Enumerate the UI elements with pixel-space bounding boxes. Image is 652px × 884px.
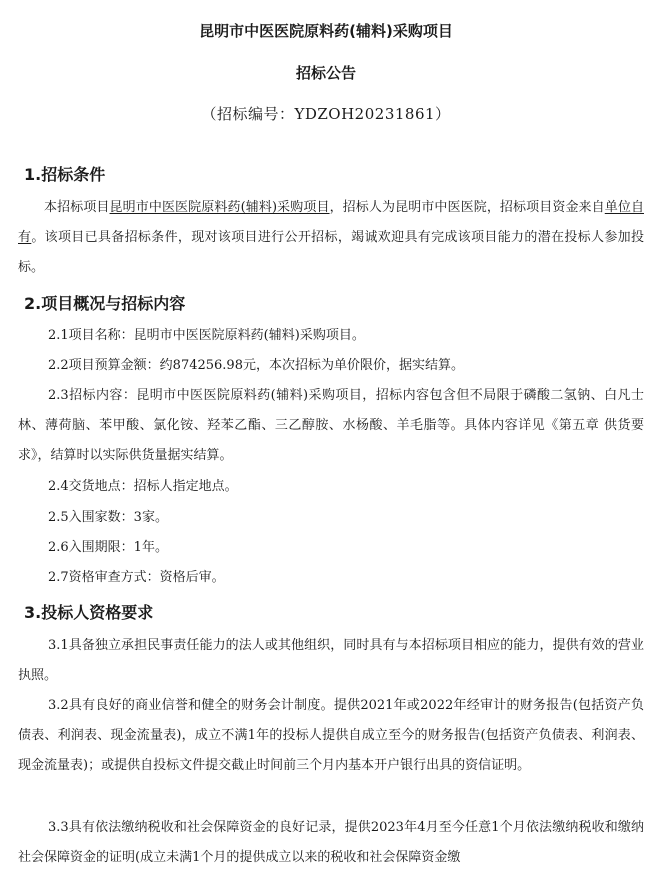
section-1-heading: 1.招标条件 xyxy=(24,165,106,184)
para-mid: ，招标人为昆明市中医医院，招标项目资金来自 xyxy=(329,200,605,215)
section-2-heading: 2.项目概况与招标内容 xyxy=(24,294,186,313)
section-2-item: 2.4交货地点：招标人指定地点。 xyxy=(48,479,238,494)
para-suffix: 。该项目已具备招标条件，现对该项目进行公开招标，竭诚欢迎具有完成该项目能力的潜在投标人参加投标。 xyxy=(18,230,644,275)
section-2-item: 2.2项目预算金额：约874256.98元，本次招标为单价限价，据实结算。 xyxy=(48,358,464,373)
para-prefix: 本招标项目 xyxy=(44,200,110,215)
section-2-item: 2.1项目名称：昆明市中医医院原料药(辅料)采购项目。 xyxy=(48,328,365,343)
section-2-item: 2.6入围期限：1年。 xyxy=(48,540,168,555)
section-3-item: 3.1具备独立承担民事责任能力的法人或其他组织，同时具有与本招标项目相应的能力，提供有效的营业执照。 xyxy=(18,638,644,683)
section-2-item: 2.5入围家数：3家。 xyxy=(48,510,168,525)
fund-source-underlined: 单位自有 xyxy=(18,200,644,245)
section-1-paragraph xyxy=(18,193,644,283)
document-title: 昆明市中医医院原料药(辅料)采购项目 xyxy=(199,22,453,40)
section-3-item: 3.2具有良好的商业信誉和健全的财务会计制度。提供2021年或2022年经审计的财务报告(包括资产负债表、利润表、现金流量表)，成立不满1年的投标人提供自成立至今的财务报告(包括资产负债表、利润表、现金流量表)；或提供自投标文件提交截止时间前三个月内基本开户银行出具的资信证明。 xyxy=(18,698,644,773)
section-3-item: 3.3具有依法缴纳税收和社会保障资金的良好记录，提供2023年4月至今任意1个月依法缴纳税收和缴纳社会保障资金的证明(成立未满1个月的提供成立以来的税收和社会保障资金缴 xyxy=(18,820,644,865)
section-2-item: 2.3招标内容：昆明市中医医院原料药(辅料)采购项目，招标内容包含但不局限于磷酸二氢钠、白凡士林、薄荷脑、苯甲酸、氯化铵、羟苯乙酯、三乙醇胺、水杨酸、羊毛脂等。具体内容详见《第五章 供货要求》，结算时以实际供货量据实结算。 xyxy=(18,388,644,463)
project-name-underlined: 昆明市中医医院原料药(辅料)采购项目 xyxy=(109,200,330,215)
document-subtitle: 招标公告 xyxy=(295,64,356,82)
tender-number: （招标编号：YDZOH20231861） xyxy=(201,105,451,123)
section-2-item: 2.7资格审查方式：资格后审。 xyxy=(48,570,225,585)
section-3-heading: 3.投标人资格要求 xyxy=(24,603,154,622)
